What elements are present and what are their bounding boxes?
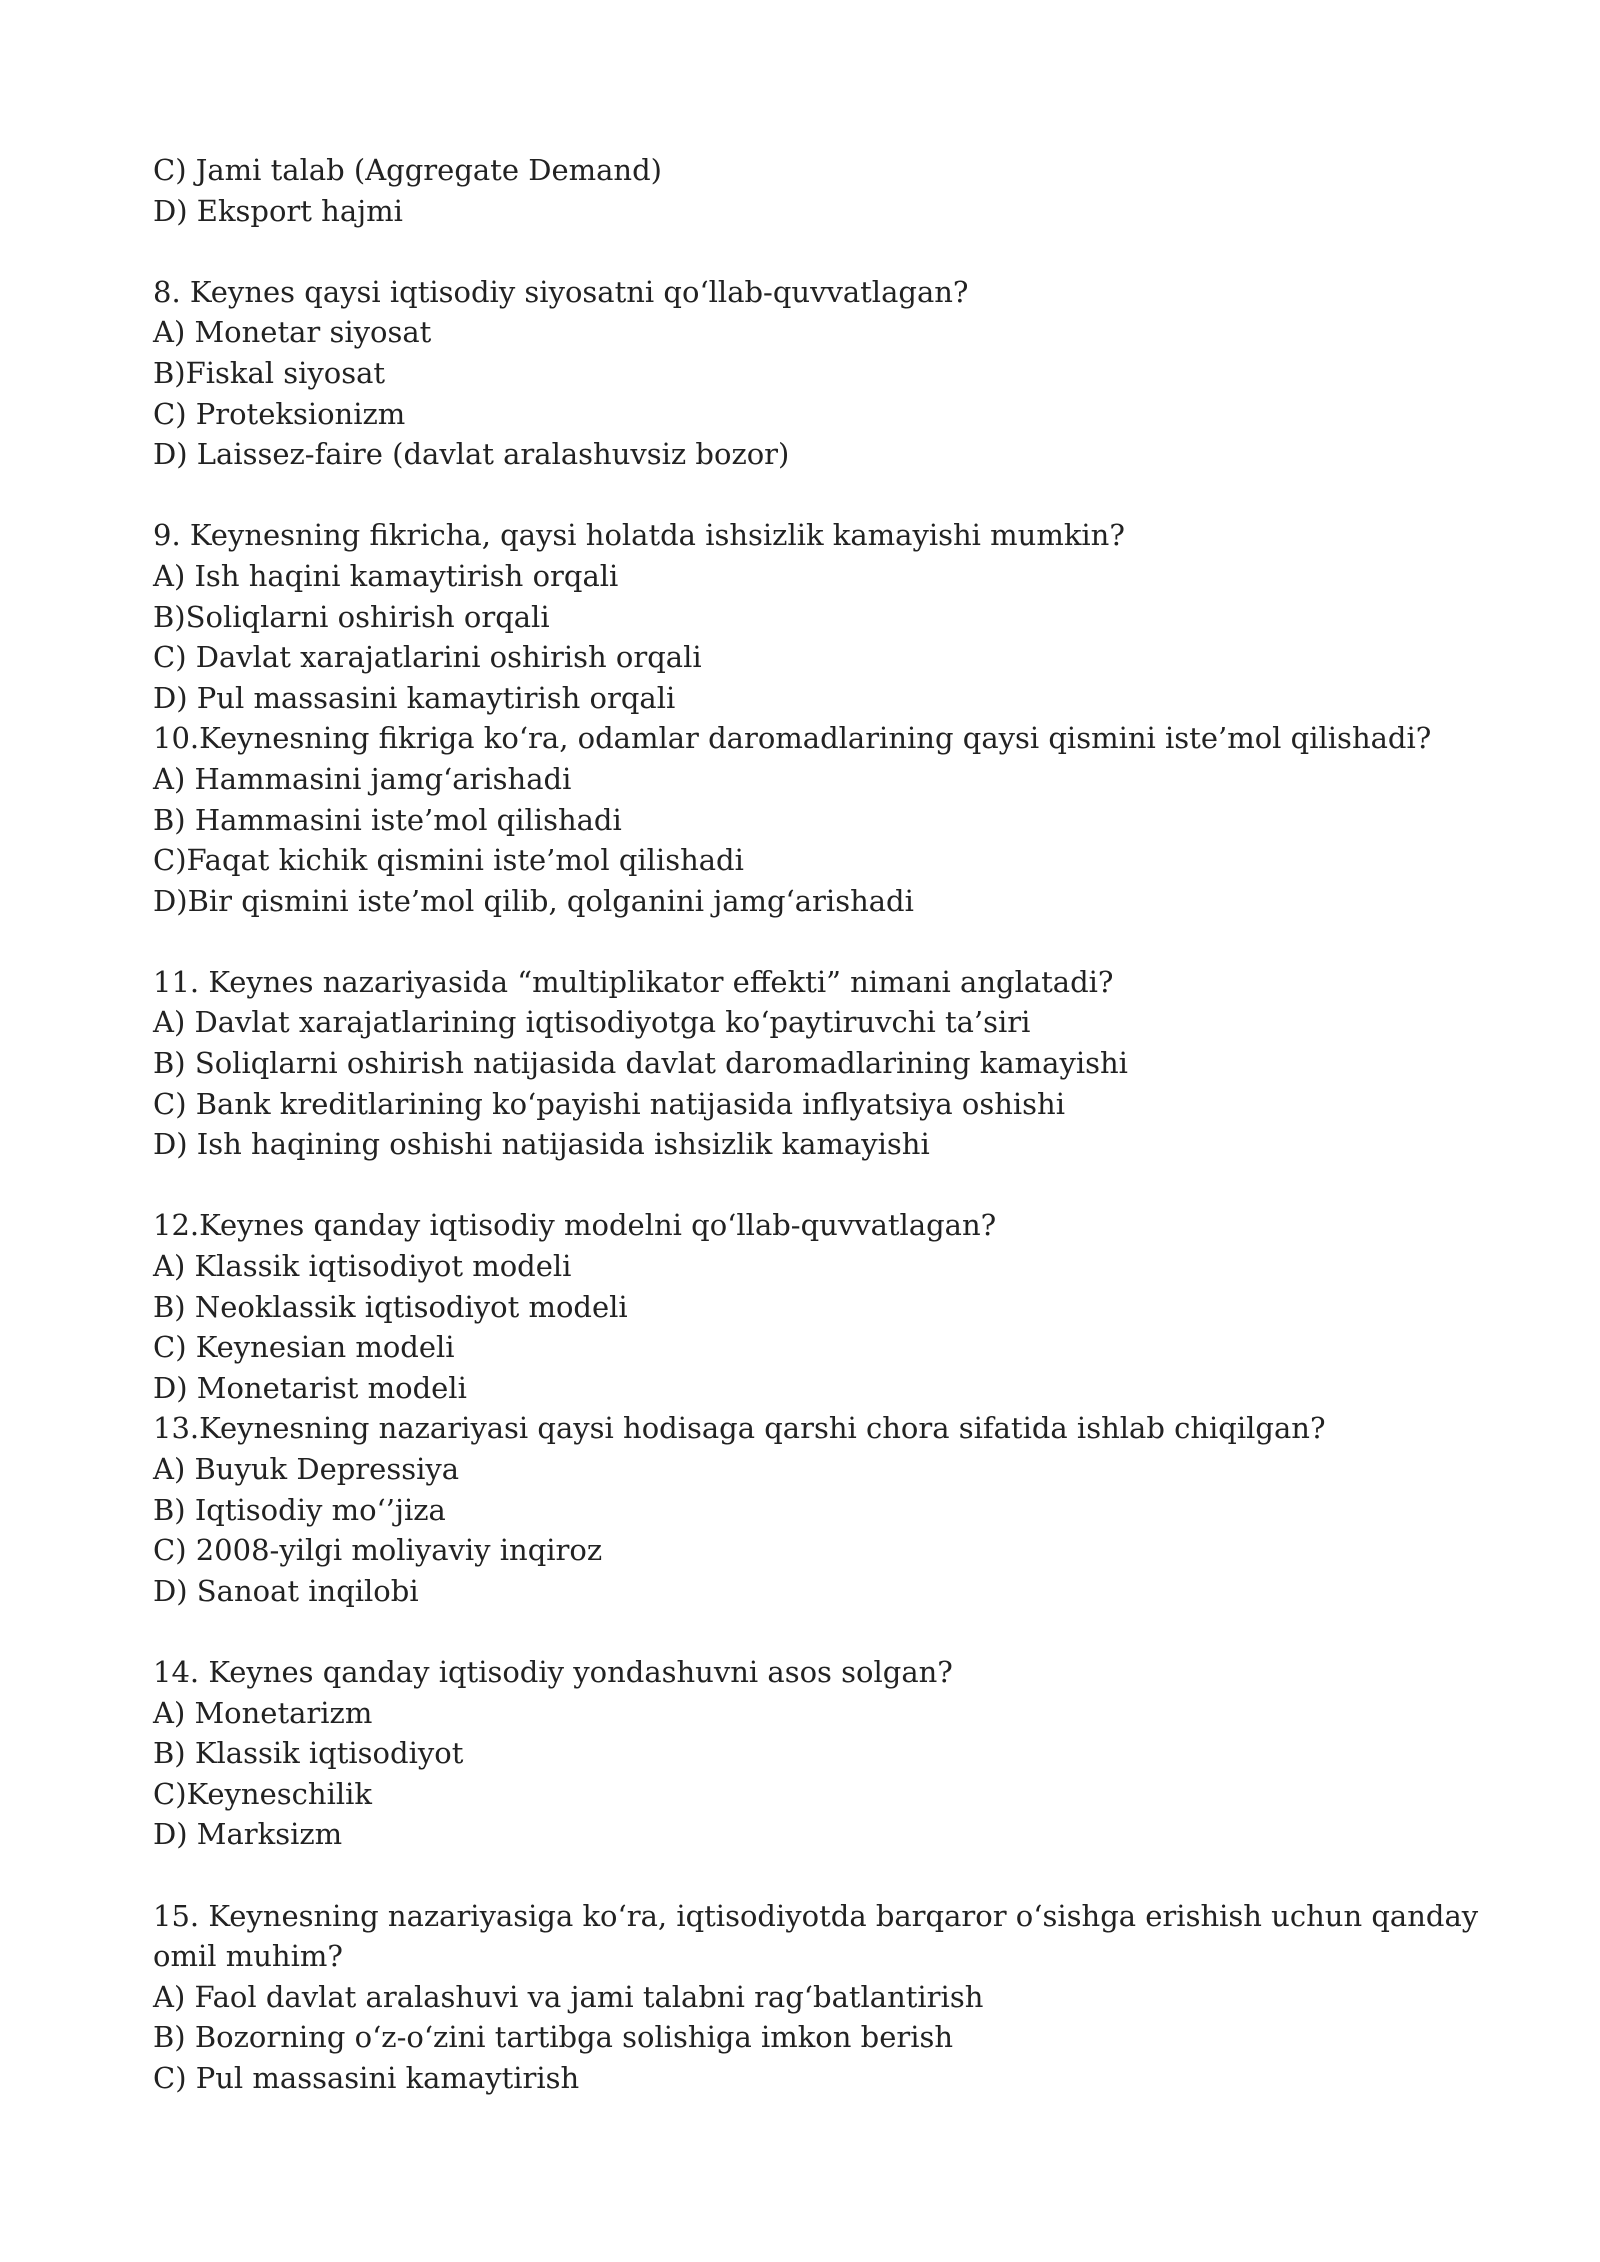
question-text: 11. Keynes nazariyasida “multiplikator effekti” nimani anglatadi? bbox=[153, 964, 1114, 999]
answer-option: B) Bozorning o‘z-o‘zini tartibga solishiga imkon berish bbox=[153, 2020, 954, 2055]
answer-option: D) Monetarist modeli bbox=[153, 1370, 467, 1405]
answer-option: C) Pul massasini kamaytirish bbox=[153, 2060, 580, 2095]
answer-option: D) Marksizm bbox=[153, 1817, 343, 1852]
question-text: 12.Keynes qanday iqtisodiy modelni qo‘llab-quvvatlagan? bbox=[153, 1208, 997, 1243]
answer-option: D) Laissez-faire (davlat aralashuvsiz bozor) bbox=[153, 437, 790, 472]
answer-option: A) Davlat xarajatlarining iqtisodiyotga ko‘paytiruvchi ta’siri bbox=[153, 1005, 1031, 1040]
answer-option: C)Keyneschilik bbox=[153, 1776, 372, 1811]
answer-option: B) Soliqlarni oshirish natijasida davlat daromadlarining kamayishi bbox=[153, 1046, 1128, 1081]
question-text: 14. Keynes qanday iqtisodiy yondashuvni asos solgan? bbox=[153, 1654, 953, 1689]
answer-option: A) Monetarizm bbox=[153, 1695, 373, 1730]
answer-option: D) Eksport hajmi bbox=[153, 193, 403, 228]
question-text: 15. Keynesning nazariyasiga ko‘ra, iqtisodiyotda barqaror o‘sishga erishish uchun qanday bbox=[153, 1898, 1479, 1933]
answer-option: C) Davlat xarajatlarini oshirish orqali bbox=[153, 640, 702, 675]
question-text: 9. Keynesning fikricha, qaysi holatda ishsizlik kamayishi mumkin? bbox=[153, 518, 1125, 553]
document-page bbox=[153, 150, 1479, 2099]
blank-line bbox=[153, 1855, 1473, 1896]
answer-option: A) Ish haqini kamaytirish orqali bbox=[153, 558, 619, 593]
answer-option: B) Neoklassik iqtisodiyot modeli bbox=[153, 1289, 628, 1324]
answer-option: D) Ish haqining oshishi natijasida ishsizlik kamayishi bbox=[153, 1127, 930, 1162]
answer-option: C) Proteksionizm bbox=[153, 396, 406, 431]
answer-option: C)Faqat kichik qismini iste’mol qilishadi bbox=[153, 843, 744, 878]
answer-option: B)Soliqlarni oshirish orqali bbox=[153, 599, 550, 634]
answer-option: D)Bir qismini iste’mol qilib, qolganini jamg‘arishadi bbox=[153, 883, 914, 918]
answer-option: A) Hammasini jamg‘arishadi bbox=[153, 761, 572, 796]
question-text: 13.Keynesning nazariyasi qaysi hodisaga qarshi chora sifatida ishlab chiqilgan? bbox=[153, 1411, 1326, 1446]
answer-option: C) Bank kreditlarining ko‘payishi natijasida inflyatsiya oshishi bbox=[153, 1086, 1066, 1121]
answer-option: A) Klassik iqtisodiyot modeli bbox=[153, 1249, 572, 1284]
answer-option: D) Sanoat inqilobi bbox=[153, 1573, 419, 1608]
blank-line bbox=[153, 921, 1473, 962]
answer-option: A) Faol davlat aralashuvi va jami talabni rag‘batlantirish bbox=[153, 1979, 984, 2014]
answer-option: A) Monetar siyosat bbox=[153, 315, 432, 350]
answer-option: C) Jami talab (Aggregate Demand) bbox=[153, 153, 662, 187]
question-text: 8. Keynes qaysi iqtisodiy siyosatni qo‘llab-quvvatlagan? bbox=[153, 274, 969, 309]
blank-line bbox=[153, 1611, 1473, 1652]
answer-option: D) Pul massasini kamaytirish orqali bbox=[153, 680, 676, 715]
answer-option: B) Klassik iqtisodiyot bbox=[153, 1736, 464, 1771]
question-text: 10.Keynesning fikriga ko‘ra, odamlar daromadlarining qaysi qismini iste’mol qilishadi? bbox=[153, 721, 1432, 756]
answer-option: B)Fiskal siyosat bbox=[153, 355, 386, 390]
blank-line bbox=[153, 231, 1473, 272]
answer-option: B) Hammasini iste’mol qilishadi bbox=[153, 802, 622, 837]
blank-line bbox=[153, 475, 1473, 516]
answer-option: B) Iqtisodiy mo‘’jiza bbox=[153, 1492, 446, 1527]
answer-option: C) 2008-yilgi moliyaviy inqiroz bbox=[153, 1533, 603, 1568]
question-text-continued: omil muhim? bbox=[153, 1939, 343, 1974]
answer-option: A) Buyuk Depressiya bbox=[153, 1452, 460, 1486]
blank-line bbox=[153, 1165, 1473, 1206]
answer-option: C) Keynesian modeli bbox=[153, 1330, 455, 1365]
